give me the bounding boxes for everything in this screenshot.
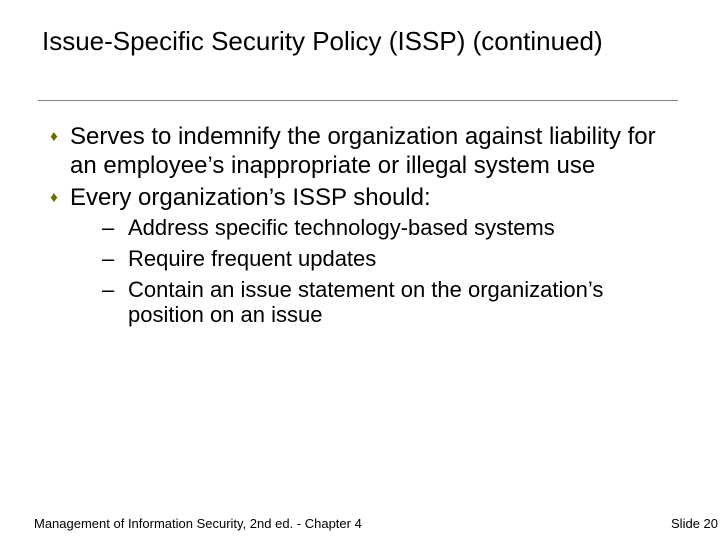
- sub-bullet-text: Contain an issue statement on the organization’s position on an issue: [128, 277, 604, 327]
- footer-slide-number: Slide 20: [671, 516, 718, 531]
- bullet-text: Every organization’s ISSP should:: [70, 184, 431, 211]
- bullet-item-issp-should: [44, 183, 684, 327]
- slide-title: Issue-Specific Security Policy (ISSP) (continued): [42, 26, 603, 56]
- sub-bullet-item: [70, 215, 684, 240]
- footer-course-title: Management of Information Security, 2nd ed. - Chapter 4: [34, 516, 362, 531]
- sub-bullet-text: Require frequent updates: [128, 246, 377, 271]
- diamond-bullet-icon: ♦: [50, 189, 58, 206]
- sub-bullet-item: [70, 246, 684, 271]
- sub-bullet-item: [70, 277, 684, 327]
- sub-bullet-text: Address specific technology-based systems: [128, 215, 555, 240]
- title-divider: [38, 100, 678, 101]
- diamond-bullet-icon: ♦: [50, 128, 58, 145]
- bullet-item-indemnify: [44, 122, 684, 180]
- sub-bullet-list: [70, 215, 684, 327]
- bullet-text: Serves to indemnify the organization against liability for an employee’s inappropriate or illegal system use: [70, 123, 656, 179]
- dash-bullet-icon: –: [102, 277, 115, 302]
- dash-bullet-icon: –: [102, 215, 115, 240]
- dash-bullet-icon: –: [102, 246, 115, 271]
- bullet-list: [44, 122, 684, 333]
